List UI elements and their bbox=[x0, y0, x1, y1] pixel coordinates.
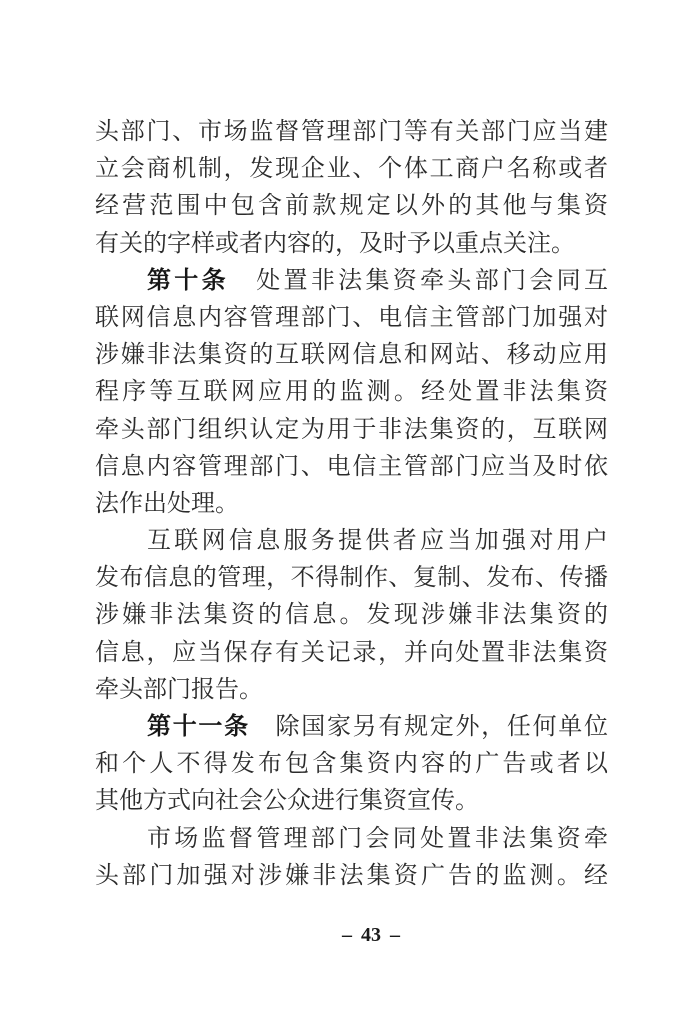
text-line bbox=[95, 374, 608, 411]
text-line bbox=[95, 821, 608, 858]
article-number-label: 第十一条 bbox=[147, 714, 250, 740]
text-line bbox=[95, 114, 608, 151]
line-text: 涉嫌非法集资的互联网信息和网站、移动应用 bbox=[95, 342, 608, 369]
footer-dash-right: – bbox=[390, 924, 400, 946]
line-text: 立会商机制，发现企业、个体工商户名称或者 bbox=[95, 156, 608, 183]
line-text: 有关的字样或者内容的，及时予以重点关注。 bbox=[95, 230, 575, 257]
footer-page-number: 43 bbox=[361, 924, 381, 946]
line-text: 互联网信息服务提供者应当加强对用户 bbox=[147, 528, 608, 555]
text-line bbox=[95, 858, 608, 895]
footer-dash-left: – bbox=[342, 924, 352, 946]
line-text: 市场监督管理部门会同处置非法集资牵 bbox=[147, 825, 608, 852]
line-text: 法作出处理。 bbox=[95, 490, 239, 517]
line-text: 处置非法集资牵头部门会同互 bbox=[228, 267, 608, 294]
line-text: 牵头部门组织认定为用于非法集资的，互联网 bbox=[95, 416, 608, 443]
text-line bbox=[95, 523, 608, 560]
text-line bbox=[95, 746, 608, 783]
line-text: 除国家另有规定外，任何单位 bbox=[249, 714, 609, 740]
text-line bbox=[95, 783, 608, 820]
line-text: 联网信息内容管理部门、电信主管部门加强对 bbox=[95, 304, 608, 331]
page-footer bbox=[333, 924, 409, 946]
text-line bbox=[95, 188, 608, 225]
line-text: 头部门、市场监督管理部门等有关部门应当建 bbox=[95, 119, 608, 145]
line-text: 信息内容管理部门、电信主管部门应当及时依 bbox=[95, 453, 608, 480]
text-line bbox=[95, 449, 608, 486]
text-line bbox=[95, 486, 608, 523]
text-line bbox=[95, 300, 608, 337]
paragraph-article-10 bbox=[95, 263, 608, 523]
line-text: 涉嫌非法集资的信息。发现涉嫌非法集资的 bbox=[95, 602, 608, 629]
text-line bbox=[95, 151, 608, 188]
line-text: 程序等互联网应用的监测。经处置非法集资 bbox=[95, 379, 608, 406]
paragraph-continuation bbox=[95, 114, 608, 263]
paragraph-ad-monitoring bbox=[95, 821, 608, 895]
body-text bbox=[95, 114, 608, 895]
line-text: 经营范围中包含前款规定以外的其他与集资 bbox=[95, 193, 608, 220]
paragraph-article-11 bbox=[95, 709, 608, 821]
text-line bbox=[95, 560, 608, 597]
paragraph-isp-duties bbox=[95, 523, 608, 709]
article-number-label: 第十条 bbox=[147, 267, 229, 294]
text-line bbox=[95, 412, 608, 449]
text-line bbox=[95, 263, 608, 300]
line-text: 其他方式向社会公众进行集资宣传。 bbox=[95, 788, 479, 815]
line-text: 发布信息的管理，不得制作、复制、发布、传播 bbox=[95, 565, 608, 592]
line-text: 牵头部门报告。 bbox=[95, 676, 263, 703]
line-text: 信息，应当保存有关记录，并向处置非法集资 bbox=[95, 639, 608, 666]
line-text: 头部门加强对涉嫌非法集资广告的监测。经 bbox=[95, 862, 608, 889]
text-line bbox=[95, 672, 608, 709]
text-line bbox=[95, 597, 608, 634]
text-line bbox=[95, 635, 608, 672]
text-line bbox=[95, 709, 608, 746]
line-text: 和个人不得发布包含集资内容的广告或者以 bbox=[95, 751, 608, 778]
text-line bbox=[95, 337, 608, 374]
text-line bbox=[95, 226, 608, 263]
